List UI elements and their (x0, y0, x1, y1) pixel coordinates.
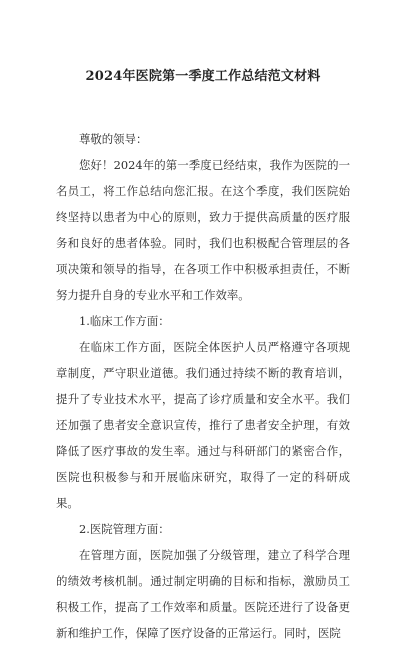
intro-paragraph: 您好！2024年的第一季度已经结束，我作为医院的一名员工，将工作总结向您汇报。在这个季度，我们医院始终坚持以患者为中心的原则，致力于提供高质量的医疗服务和良好的患者体验。同时，我们也积极配合管理层的各项决策和领导的指导，在各项工作中积极承担责任，不断努力提升自身的专业水平和工作效率。 (56, 158, 350, 302)
salutation: 尊敬的领导： (79, 132, 148, 146)
clinical-paragraph: 在临床工作方面，医院全体医护人员严格遵守各项规章制度，严守职业道德。我们通过持续不断的教育培训，提升了专业技术水平，提高了诊疗质量和安全水平。我们还加强了患者安全意识宣传，推行了患者安全护理，有效降低了医疗事故的发生率。通过与科研部门的紧密合作，医院也积极参与和开展临床研究，取得了一定的科研成果。 (56, 340, 350, 510)
management-paragraph: 在管理方面，医院加强了分级管理，建立了科学合理的绩效考核机制。通过制定明确的目标和指标，激励员工积极工作，提高了工作效率和质量。医院还进行了设备更新和维护工作，保障了医疗设备的正常运行。同时，医院 (56, 548, 350, 640)
section-heading-management: 2.医院管理方面： (79, 522, 170, 536)
document-title: 2024年医院第一季度工作总结范文材料 (85, 69, 321, 84)
section-heading-clinical: 1.临床工作方面： (79, 314, 170, 328)
